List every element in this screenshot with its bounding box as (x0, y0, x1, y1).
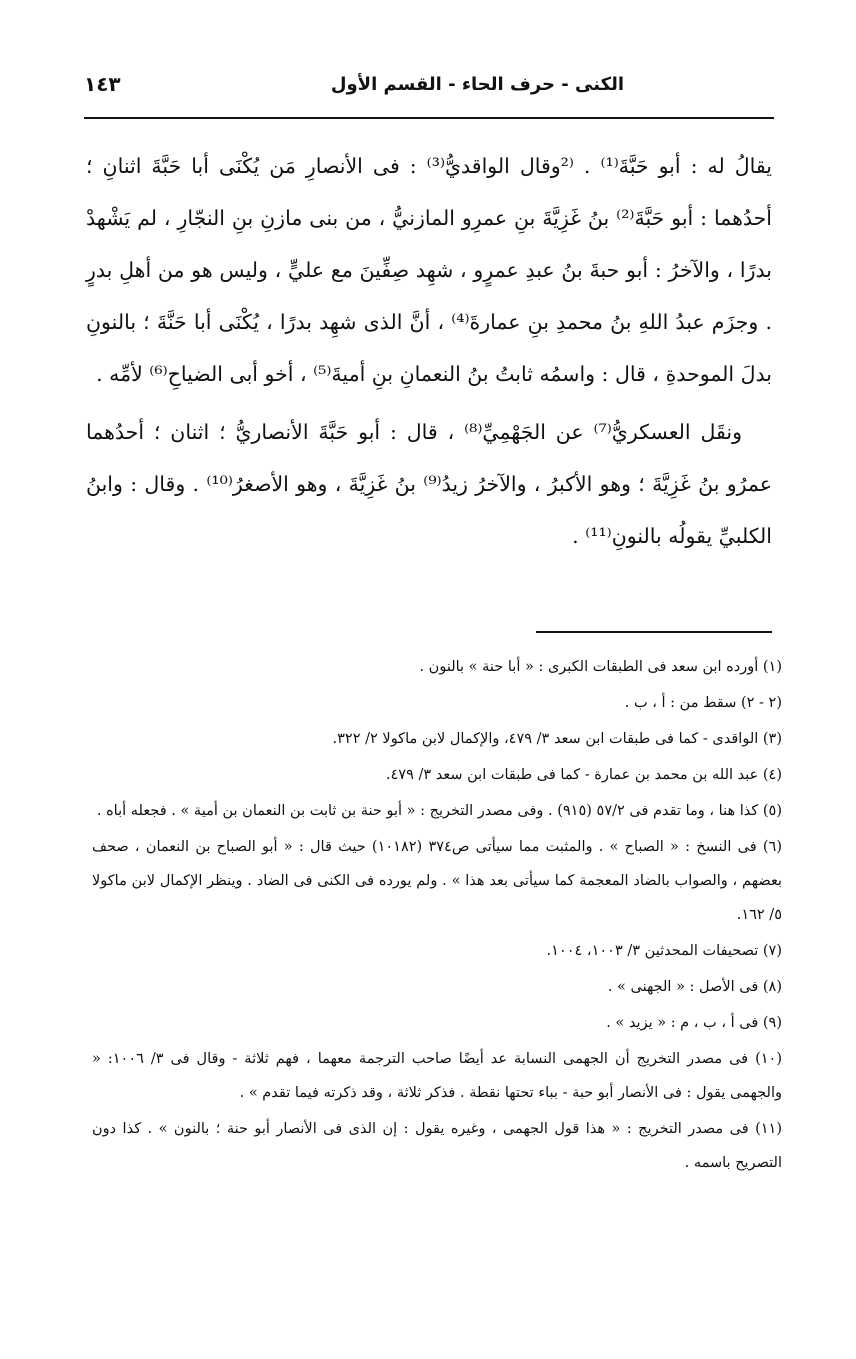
footnotes (92, 650, 782, 1182)
footnote-separator (536, 631, 772, 633)
footnote-9: (٩) فى أ ، ب ، م : « يزيد » . (606, 1015, 782, 1031)
footnote-3: (٣) الواقدى - كما فى طبقات ابن سعد ٣/ ٤٧٩، والإكمال لابن ماكولا ٢/ ٣٢٢. (332, 731, 782, 747)
footnote-10: (١٠) فى مصدر التخريج أن الجهمى النسابة عد أيضًا صاحب الترجمة معهما ، فهم ثلاثة - وقال فى ٣/ ١٠٠٦: « والجهمى يقول : فى الأنصار أبو حبة - بباء تحتها نقطة . فذكر ثلاثة ، وقد ذكرته فيما تقدم » . (92, 1051, 782, 1101)
footnote-4: (٤) عبد الله بن محمد بن عمارة - كما فى طبقات ابن سعد ٣/ ٤٧٩. (385, 767, 782, 783)
footnote-1: (١) أورده ابن سعد فى الطبقات الكبرى : « أبا حنة » بالنون . (419, 659, 782, 675)
footnote-11: (١١) فى مصدر التخريج : « هذا قول الجهمى ، وغيره يقول : إن الذى فى الأنصار أبو حنة ؛ بالنون » . كذا دون التصريح باسمه . (92, 1121, 782, 1171)
main-text (86, 140, 772, 562)
main-paragraph-1: يقالُ له : أبو حَبَّةَ⁽¹⁾ . ⁽²وقال الواقديُّ⁽³⁾ : فى الأنصارِ مَن يُكْنَى أبا حَبَّةَ اثنانِ ؛ أحدُهما : أبو حَبَّةَ⁽²⁾ بنُ غَزِيَّةَ بنِ عمرِو المازنيُّ ، من بنى مازنِ بنِ النجّارِ ، لم يَشْهدْ بدرًا ، والآخرُ : أبو حبةَ بنُ عبدِ عمرٍو ، شهِد صِفِّينَ مع عليٍّ ، وليس هو من أهلِ بدرٍ . وجزَم عبدُ اللهِ بنُ محمدِ بنِ عمارةَ⁽⁴⁾ ، أنَّ الذى شهِد بدرًا ، يُكْنَى أبا حَنَّةَ ؛ بالنونِ بدلَ الموحدةِ ، قال : واسمُه ثابتُ بنُ النعمانِ بنِ أميةَ⁽⁵⁾ ، أخو أبى الضياحِ⁽⁶⁾ لأمِّه . (86, 154, 773, 386)
footnote-8: (٨) فى الأصل : « الجهنى » . (607, 979, 782, 995)
footnote-2: (٢ - ٢) سقط من : أ ، ب . (624, 695, 782, 711)
page-header (84, 68, 774, 106)
page-number: ١٤٣ (84, 72, 121, 96)
main-paragraph-2: ونقَل العسكريُّ⁽⁷⁾ عن الجَهْمِيِّ⁽⁸⁾ ، قال : أبو حَبَّةَ الأنصاريُّ ؛ اثنان ؛ أحدُهما عمرُو بنُ غَزِيَّةَ ؛ وهو الأكبرُ ، والآخرُ زيدُ⁽⁹⁾ بنُ غَزِيَّةَ ، وهو الأصغرُ⁽¹⁰⁾ . وقال : وابنُ الكلبيِّ يقولُه بالنونِ⁽¹¹⁾ . (86, 420, 772, 548)
footnote-7: (٧) تصحيفات المحدثين ٣/ ١٠٠٣، ١٠٠٤. (546, 943, 782, 959)
header-rule (84, 117, 774, 119)
running-head: الكنى - حرف الحاء - القسم الأول (330, 74, 624, 95)
footnote-5: (٥) كذا هنا ، وما تقدم فى ٥٧/٢ (٩١٥) . وفى مصدر التخريج : « أبو حنة بن ثابت بن النعمان بن أمية » . فجعله أباه . (96, 803, 782, 819)
footnote-6: (٦) فى النسخ : « الصباح » . والمثبت مما سيأتى ص٣٧٤ (١٠١٨٢) حيث قال : « أبو الصباح بن النعمان ، صحف بعضهم ، والصواب بالضاد المعجمة كما سيأتى بعد هذا » . ولم يورده فى الكنى فى الضاد . وينظر الإكمال لابن ماكولا ٥/ ١٦٢. (92, 839, 782, 923)
